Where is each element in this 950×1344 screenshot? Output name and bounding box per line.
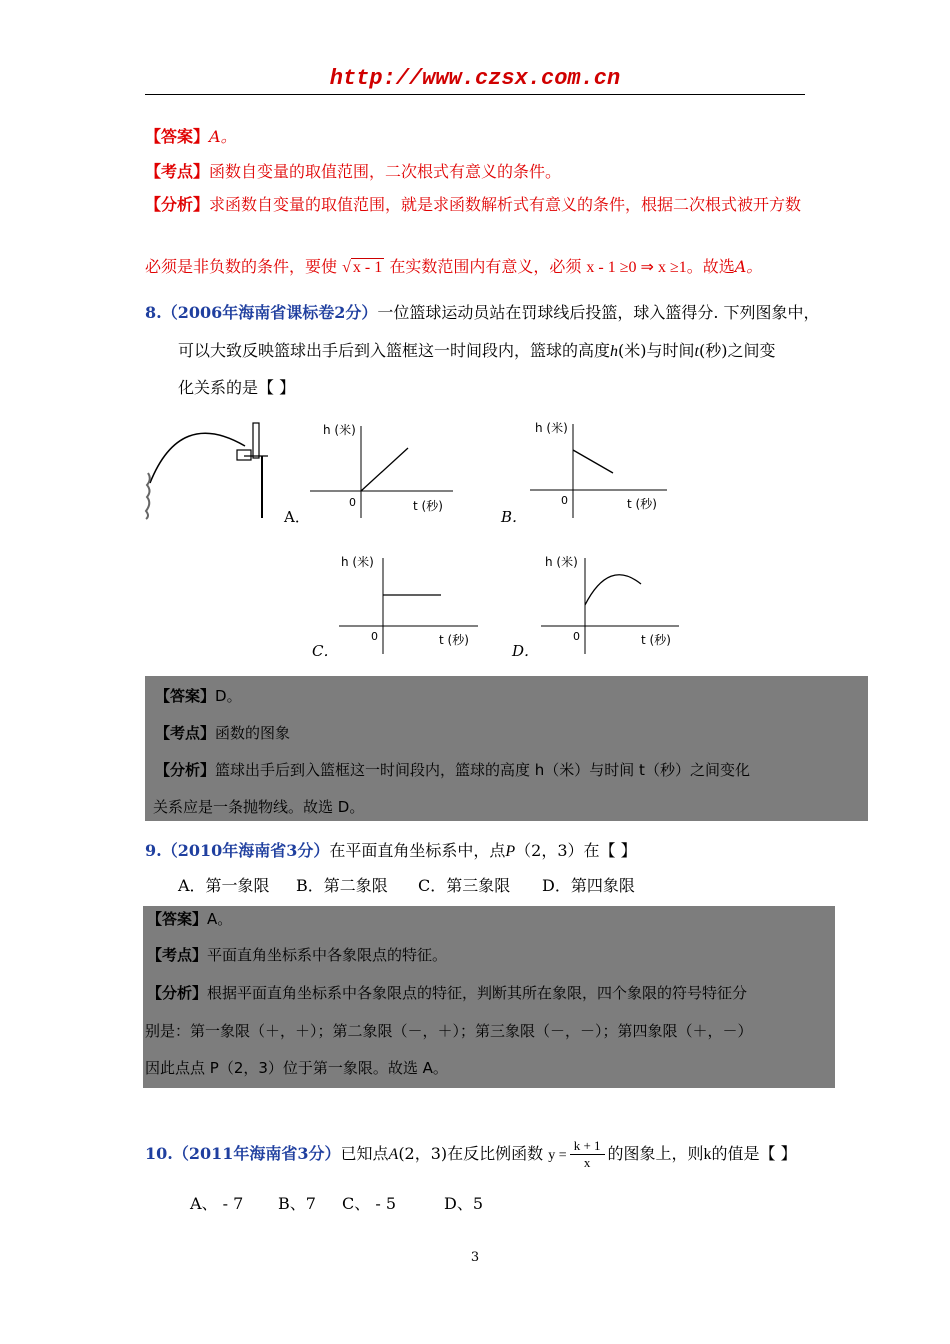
q8-stem3: 化关系的是【 】: [178, 378, 296, 397]
q9-point-tag: 【考点】: [147, 946, 208, 964]
q10-fraction-numerator: k + 1: [570, 1138, 605, 1155]
q10-point-a: A: [388, 1146, 399, 1163]
graph-b-origin: 0: [561, 494, 568, 507]
q8-stem2b: (米)与时间: [618, 341, 695, 360]
q9-analysis-text1: 根据平面直角坐标系中各象限点的特征，判断其所在象限，四个象限的符号特征分: [207, 984, 748, 1002]
header-url: http://www.czsx.com.cn: [329, 66, 621, 91]
q10-number: 10.: [145, 1144, 173, 1163]
graph-b-ylabel: h (米): [535, 421, 568, 435]
q7-point-tag: 【考点】: [145, 162, 210, 181]
graph-c-ylabel: h (米): [341, 555, 374, 569]
option-d-label: D．: [512, 642, 540, 660]
q7-sqrt-radicand: x - 1: [352, 259, 383, 276]
q7-analysis-text1: 求函数自变量的取值范围，就是求函数解析式有意义的条件，根据二次根式被开方数: [209, 195, 802, 214]
option-a-label: A．: [284, 508, 310, 526]
graph-d-xlabel: t (秒): [641, 633, 671, 647]
q9-option-b: B．第二象限: [296, 876, 388, 895]
q10-stem-c: 的图象上，则: [607, 1144, 704, 1163]
q9-answer-line: [147, 909, 232, 929]
q8-answer-value: D。: [215, 687, 242, 705]
q8-analysis-line1: [155, 760, 750, 780]
q7-sqrt-expression: √ x - 1: [342, 259, 383, 276]
q8-stem2c: (秒)之间变: [698, 341, 776, 360]
q8-stem-line2: [178, 341, 775, 362]
q9-point-line: [147, 945, 447, 965]
q8-stem-h: h: [610, 343, 619, 360]
q9-option-d: D．第四象限: [542, 876, 635, 895]
q9-options-row: [178, 876, 635, 896]
q7-analysis-text2b: 在实数范围内有意义，必须: [389, 257, 582, 276]
option-c-label: C．: [312, 642, 339, 660]
q7-analysis-math: x - 1 ≥0 ⇒ x ≥1: [586, 259, 687, 276]
q8-point-text: 函数的图象: [215, 724, 291, 742]
hoop: [237, 450, 251, 460]
graph-d-ylabel: h (米): [545, 555, 578, 569]
q9-analysis-line2: [145, 1021, 753, 1041]
q10-func-lhs: y =: [548, 1148, 567, 1163]
q9-stem-b: （2，3）在【 】: [515, 841, 637, 860]
graph-a-xlabel: t (秒): [413, 499, 443, 513]
q8-stem2a: 可以大致反映篮球出手后到入篮框这一时间段内，篮球的高度: [178, 341, 611, 360]
graph-c-xlabel: t (秒): [439, 633, 469, 647]
q10-stem-line: [145, 1138, 797, 1172]
q7-analysis-text2a: 必须是非负数的条件，要使: [145, 257, 338, 276]
q8-stem-t: t: [694, 343, 699, 360]
q9-stem-a: 在平面直角坐标系中，点: [329, 841, 506, 860]
q7-analysis-text2c: 。故选: [686, 257, 735, 276]
q9-analysis-tag: 【分析】: [147, 984, 208, 1002]
page-number: 3: [470, 1250, 480, 1265]
graph-a-ylabel: h (米): [323, 423, 356, 437]
q10-coords: (2，3): [398, 1144, 448, 1163]
q8-answer-tag: 【答案】: [155, 687, 216, 705]
q7-analysis-tag: 【分析】: [145, 195, 210, 214]
q10-fraction-denominator: x: [583, 1155, 591, 1170]
graph-a: [305, 418, 455, 523]
q10-option-c: C、 - 5: [342, 1194, 397, 1213]
q8-number: 8.: [145, 303, 162, 322]
q8-analysis-line2: [153, 797, 364, 817]
q10-source: （2011年海南省3分）: [172, 1144, 341, 1163]
graph-a-origin: 0: [349, 496, 356, 509]
q9-stem-p: P: [505, 843, 516, 860]
q9-answer-value: A。: [207, 910, 233, 928]
q8-stem1: 一位篮球运动员站在罚球线后投篮，球入篮得分. 下列图象中，: [377, 303, 820, 322]
q9-analysis-text3: 因此点点 P（2，3）位于第一象限。故选 A。: [145, 1059, 448, 1077]
q10-stem-a: 已知点: [340, 1144, 389, 1163]
q9-number: 9.: [145, 841, 162, 860]
q9-answer-tag: 【答案】: [147, 910, 208, 928]
graph-a-curve: [361, 448, 408, 491]
q8-stem-line1: [145, 303, 820, 323]
q7-answer-value: A。: [209, 127, 237, 146]
q10-option-a: A、 - 7: [190, 1194, 244, 1213]
q10-stem-d: 的值是【 】: [711, 1144, 797, 1163]
graph-b: [525, 418, 670, 523]
q8-analysis-tag: 【分析】: [155, 761, 216, 779]
q8-analysis-text1: 篮球出手后到入篮框这一时间段内，篮球的高度 h（米）与时间 t（秒）之间变化: [215, 761, 750, 779]
graph-d-origin: 0: [573, 630, 580, 643]
q9-stem-line: [145, 841, 637, 862]
q8-point-tag: 【考点】: [155, 724, 216, 742]
q9-analysis-text2: 别是：第一象限（＋，＋）；第二象限（－，＋）；第三象限（－，－）；第四象限（＋，－）: [145, 1022, 753, 1040]
q10-stem-b: 在反比例函数: [447, 1144, 544, 1163]
header-rule: [145, 94, 805, 95]
q9-analysis-line1: [147, 983, 747, 1003]
q10-fraction: [570, 1138, 605, 1171]
q7-point-text: 函数自变量的取值范围，二次根式有意义的条件。: [209, 162, 562, 181]
q7-answer-line: [145, 127, 237, 147]
player-figure: [146, 473, 150, 519]
q8-point-line: [155, 723, 290, 743]
graph-b-curve: [573, 450, 613, 473]
q8-answer-line: [155, 686, 242, 706]
q10-k: k: [703, 1146, 712, 1163]
q9-option-c: C．第三象限: [418, 876, 511, 895]
q9-analysis-line3: [145, 1058, 448, 1078]
graph-c: [335, 550, 480, 658]
q9-point-text: 平面直角坐标系中各象限点的特征。: [207, 946, 448, 964]
ball-trajectory: [150, 433, 245, 483]
q8-analysis-text2: 关系应是一条抛物线。故选 D。: [153, 798, 365, 816]
q10-option-b: B、7: [278, 1194, 316, 1213]
q7-analysis-line2: [145, 257, 762, 278]
q7-point-line: [145, 162, 561, 182]
graph-d-curve: [585, 575, 641, 605]
q8-answer-box: [145, 676, 868, 821]
q8-stem-line3: [178, 378, 295, 398]
q9-answer-box: [143, 906, 835, 1088]
graph-b-xlabel: t (秒): [627, 497, 657, 511]
q10-option-d: D、5: [444, 1194, 484, 1213]
option-b-label: B．: [501, 508, 528, 526]
q10-options-row: [190, 1194, 483, 1214]
graph-c-origin: 0: [371, 630, 378, 643]
backboard: [253, 423, 259, 458]
q9-source: （2010年海南省3分）: [161, 841, 330, 860]
q7-answer-tag: 【答案】: [145, 127, 210, 146]
q7-analysis-choice: A。: [734, 257, 763, 276]
q9-option-a: A．第一象限: [178, 876, 270, 895]
q8-source: （2006年海南省课标卷2分）: [161, 303, 378, 322]
basketball-illustration: [140, 418, 275, 523]
graph-d: [537, 550, 682, 658]
q7-analysis-line1: [145, 195, 801, 215]
